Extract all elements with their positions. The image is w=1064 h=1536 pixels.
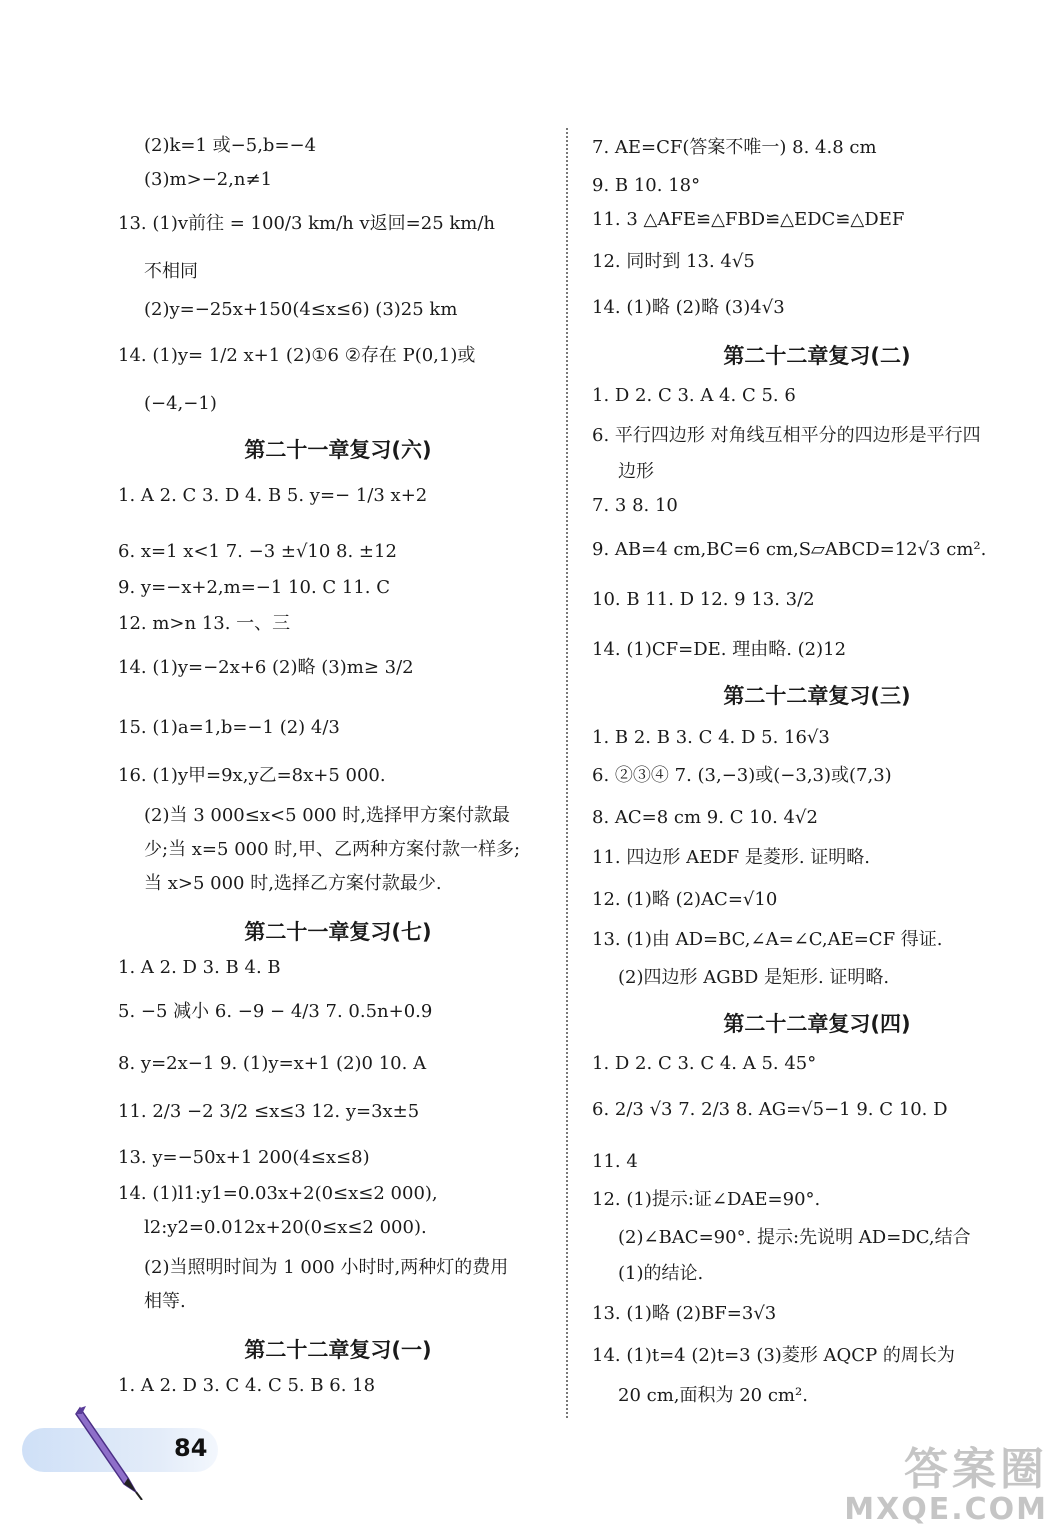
section-heading: 第二十二章复习(二) (723, 344, 911, 368)
answer-line: 8. y=2x−1 9. (1)y=x+1 (2)0 10. A (118, 1053, 427, 1074)
answer-line: 11. 4 (592, 1151, 638, 1172)
answer-line: 11. 四边形 AEDF 是菱形. 证明略. (592, 847, 871, 868)
answer-line: 13. (1)由 AD=BC,∠A=∠C,AE=CF 得证. (592, 929, 943, 950)
answer-line: 8. AC=8 cm 9. C 10. 4√2 (592, 807, 818, 828)
answer-line: 16. (1)y甲=9x,y乙=8x+5 000. (118, 765, 386, 786)
answer-line: l2:y2=0.012x+20(0≤x≤2 000). (144, 1217, 427, 1238)
answer-line: 当 x>5 000 时,选择乙方案付款最少. (144, 873, 442, 894)
watermark (844, 1446, 1048, 1526)
answer-line: 6. ②③④ 7. (3,−3)或(−3,3)或(7,3) (592, 765, 892, 786)
answer-line: 1. A 2. C 3. D 4. B 5. y=− 1/3 x+2 (118, 485, 428, 506)
column-divider (566, 128, 568, 1418)
answer-line: (2)四边形 AGBD 是矩形. 证明略. (618, 967, 890, 988)
answer-line: 1. D 2. C 3. A 4. C 5. 6 (592, 385, 796, 406)
answer-line: 1. B 2. B 3. C 4. D 5. 16√3 (592, 727, 830, 748)
answer-line: 相等. (144, 1291, 186, 1312)
answer-line: 6. x=1 x<1 7. −3 ±√10 8. ±12 (118, 541, 397, 562)
answer-line: 13. y=−50x+1 200(4≤x≤8) (118, 1147, 370, 1168)
answer-line: (3)m>−2,n≠1 (144, 169, 273, 190)
answer-line: 13. (1)略 (2)BF=3√3 (592, 1303, 777, 1324)
answer-line: 不相同 (144, 261, 198, 282)
watermark-logo-text: 答案圈 (904, 1444, 1048, 1495)
section-heading: 第二十二章复习(四) (723, 1012, 911, 1036)
answer-line: 14. (1)y= 1/2 x+1 (2)①6 ②存在 P(0,1)或 (118, 345, 476, 366)
section-heading: 第二十二章复习(一) (244, 1338, 432, 1362)
answer-line: 9. B 10. 18° (592, 175, 701, 196)
answer-line: 14. (1)t=4 (2)t=3 (3)菱形 AQCP 的周长为 (592, 1345, 955, 1366)
page-number: 84 (174, 1434, 208, 1462)
section-heading: 第二十一章复习(七) (244, 920, 432, 944)
answer-line: 12. (1)提示:证∠DAE=90°. (592, 1189, 821, 1210)
answer-line: (2)∠BAC=90°. 提示:先说明 AD=DC,结合 (618, 1227, 971, 1248)
answer-line: 14. (1)CF=DE. 理由略. (2)12 (592, 639, 847, 660)
section-heading: 第二十一章复习(六) (244, 438, 432, 462)
section-heading: 第二十二章复习(三) (723, 684, 911, 708)
answer-line: 6. 平行四边形 对角线互相平分的四边形是平行四 (592, 425, 981, 446)
answer-line: 14. (1)略 (2)略 (3)4√3 (592, 297, 785, 318)
answer-line: 13. (1)v前往 = 100/3 km/h v返回=25 km/h (118, 213, 495, 234)
answer-line: 14. (1)l1:y1=0.03x+2(0≤x≤2 000), (118, 1183, 438, 1204)
answer-line: 1. A 2. D 3. B 4. B (118, 957, 281, 978)
answer-line: 7. 3 8. 10 (592, 495, 678, 516)
answer-line: (−4,−1) (144, 393, 217, 414)
answer-line: (2)y=−25x+150(4≤x≤6) (3)25 km (144, 299, 458, 320)
answer-line: 1. D 2. C 3. C 4. A 5. 45° (592, 1053, 817, 1074)
watermark-url: MXQE.COM (844, 1492, 1048, 1527)
answer-line: 11. 3 △AFE≌△FBD≌△EDC≌△DEF (592, 209, 905, 230)
pen-icon (70, 1400, 150, 1500)
answer-line: (1)的结论. (618, 1263, 704, 1284)
answer-line: 12. 同时到 13. 4√5 (592, 251, 755, 272)
answer-line: 12. (1)略 (2)AC=√10 (592, 889, 778, 910)
answer-line: 15. (1)a=1,b=−1 (2) 4/3 (118, 717, 340, 738)
answer-line: 11. 2/3 −2 3/2 ≤x≤3 12. y=3x±5 (118, 1101, 420, 1122)
answer-line: 9. y=−x+2,m=−1 10. C 11. C (118, 577, 391, 598)
answer-line: 边形 (618, 461, 654, 482)
answer-line: 5. −5 减小 6. −9 − 4/3 7. 0.5n+0.9 (118, 1001, 433, 1022)
answer-line: 7. AE=CF(答案不唯一) 8. 4.8 cm (592, 137, 877, 158)
answer-line: 20 cm,面积为 20 cm². (618, 1385, 808, 1406)
answer-line: 10. B 11. D 12. 9 13. 3/2 (592, 589, 815, 610)
answer-line: (2)当照明时间为 1 000 小时时,两种灯的费用 (144, 1257, 509, 1278)
answer-line: 少;当 x=5 000 时,甲、乙两种方案付款一样多; (144, 839, 521, 860)
answer-line: 9. AB=4 cm,BC=6 cm,S▱ABCD=12√3 cm². (592, 539, 987, 560)
answer-line: 14. (1)y=−2x+6 (2)略 (3)m≥ 3/2 (118, 657, 414, 678)
answer-line: (2)k=1 或−5,b=−4 (144, 135, 317, 156)
answer-line: 6. 2/3 √3 7. 2/3 8. AG=√5−1 9. C 10. D (592, 1099, 948, 1120)
answer-line: 1. A 2. D 3. C 4. C 5. B 6. 18 (118, 1375, 376, 1396)
answer-line: (2)当 3 000≤x<5 000 时,选择甲方案付款最 (144, 805, 511, 826)
answer-line: 12. m>n 13. 一、三 (118, 613, 291, 634)
